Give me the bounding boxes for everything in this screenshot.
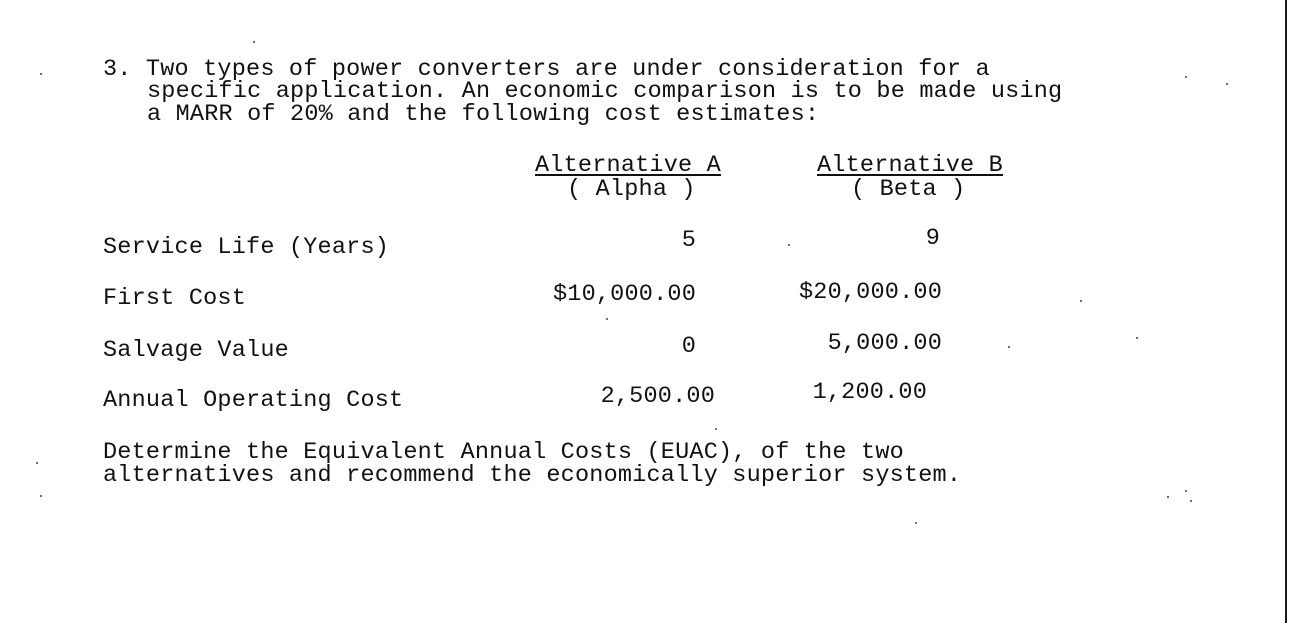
scan-speck [1185, 76, 1187, 78]
cell-first-cost-b: $20,000.00 [798, 279, 942, 306]
scan-speck [1190, 500, 1192, 502]
column-header-alternative-b: Alternative B [817, 152, 1003, 179]
cell-service-life-b: 9 [925, 225, 940, 252]
problem-closing-line-2: alternatives and recommend the economically superior system. [103, 462, 962, 489]
cell-salvage-value-b: 5,000.00 [827, 330, 942, 357]
row-label-first-cost: First Cost [103, 285, 247, 312]
cell-salvage-value-a: 0 [681, 333, 696, 360]
row-label-annual-operating-cost: Annual Operating Cost [103, 387, 404, 414]
problem-intro-line-3: a MARR of 20% and the following cost estimates: [147, 101, 820, 128]
scan-speck [253, 41, 255, 43]
scan-speck [1136, 337, 1138, 339]
column-subtitle-alpha: ( Alpha ) [567, 176, 696, 203]
scan-speck [1185, 490, 1187, 492]
column-subtitle-beta: ( Beta ) [851, 176, 966, 203]
problem-intro-line-2: specific application. An economic comparison is to be made using [147, 78, 1063, 105]
scan-speck [36, 462, 38, 464]
problem-intro-line-1: 3. Two types of power converters are under consideration for a [103, 56, 990, 83]
cell-annual-operating-cost-b: 1,200.00 [812, 379, 927, 406]
scan-speck [915, 522, 917, 524]
scan-speck [40, 495, 42, 497]
cell-first-cost-a: $10,000.00 [552, 281, 696, 308]
scan-speck [788, 244, 790, 246]
row-label-service-life: Service Life (Years) [103, 234, 390, 261]
scan-speck [1226, 83, 1228, 85]
scan-speck [1080, 300, 1082, 302]
cell-service-life-a: 5 [681, 227, 696, 254]
column-header-alternative-a: Alternative A [535, 152, 721, 179]
scan-speck [715, 428, 717, 430]
scan-speck [1008, 346, 1010, 348]
scan-speck [40, 73, 42, 75]
scan-speck [1167, 496, 1169, 498]
problem-closing-line-1: Determine the Equivalent Annual Costs (EUAC), of the two [103, 439, 904, 466]
cell-annual-operating-cost-a: 2,500.00 [600, 383, 715, 410]
row-label-salvage-value: Salvage Value [103, 337, 289, 364]
scan-speck [606, 318, 608, 320]
page-edge-line [1285, 0, 1287, 623]
